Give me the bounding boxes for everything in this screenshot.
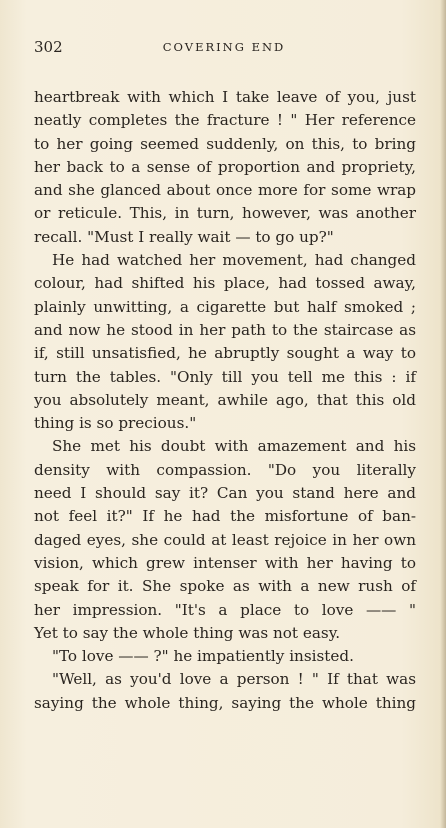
text-line: turn the tables. "Only till you tell me this : if <box>34 367 416 386</box>
text-line: speak for it. She spoke as with a new rush of <box>34 577 416 596</box>
page-header <box>34 38 414 58</box>
paragraph <box>34 668 416 715</box>
text-line: "To love —— ?" he impatiently insisted. <box>52 647 354 666</box>
text-line: neatly completes the fracture ! " Her reference <box>34 111 416 130</box>
text-line: thing is so precious." <box>34 414 197 433</box>
paragraph <box>34 249 416 435</box>
text-line: recall. "Must I really wait — to go up?" <box>34 227 334 246</box>
text-line: and she glanced about once more for some wrap <box>34 181 416 200</box>
text-line: saying the whole thing, saying the whole thing <box>34 693 416 712</box>
text-line: not feel it?" If he had the misfortune of ban- <box>34 507 416 526</box>
text-line: her impression. "It's a place to love —— " <box>34 600 416 619</box>
text-line: and now he stood in her path to the staircase as <box>34 320 416 339</box>
text-line: you absolutely meant, awhile ago, that this old <box>34 390 416 409</box>
text-line: daged eyes, she could at least rejoice in her own <box>34 530 416 549</box>
paragraph <box>34 435 416 645</box>
text-line: density with compassion. "Do you literally <box>34 460 416 479</box>
paragraph <box>34 645 416 668</box>
text-line: her back to a sense of proportion and propriety, <box>34 157 416 176</box>
text-line: Yet to say the whole thing was not easy. <box>34 623 341 642</box>
text-line: plainly unwitting, a cigarette but half smoked ; <box>34 297 416 316</box>
running-title: COVERING END <box>162 40 286 54</box>
text-line: to her going seemed suddenly, on this, to bring <box>34 134 416 153</box>
text-line: if, still unsatisfied, he abruptly sought a way to <box>34 344 416 363</box>
text-line: She met his doubt with amazement and his <box>52 437 416 456</box>
text-line: He had watched her movement, had changed <box>52 251 416 270</box>
text-line: heartbreak with which I take leave of you, just <box>34 88 416 106</box>
text-line: or reticule. This, in turn, however, was another <box>34 204 416 223</box>
text-line: colour, had shifted his place, had tossed away, <box>34 274 416 293</box>
text-line: need I should say it? Can you stand here and <box>34 484 416 503</box>
body-text <box>34 86 416 715</box>
text-line: "Well, as you'd love a person ! " If that was <box>52 670 416 689</box>
page-edge-shadow <box>440 0 446 828</box>
text-line: vision, which grew intenser with her having to <box>34 553 416 572</box>
paragraph <box>34 86 416 249</box>
page-number: 302 <box>34 38 63 56</box>
